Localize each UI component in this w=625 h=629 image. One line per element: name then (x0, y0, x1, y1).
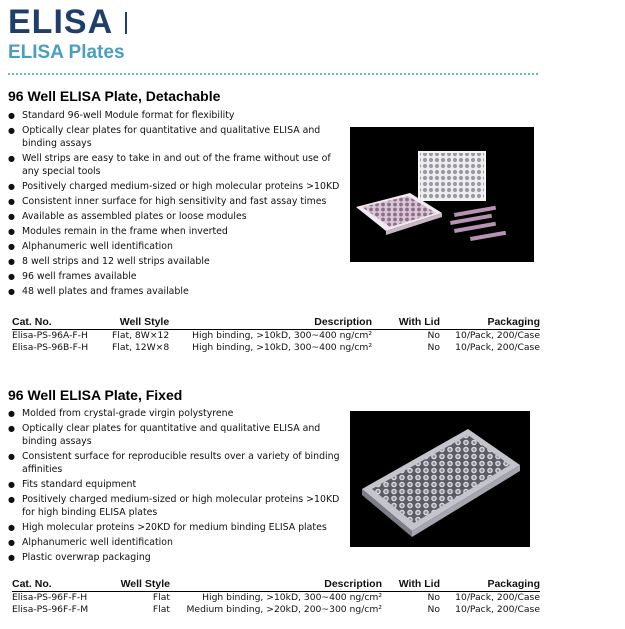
list-item: ● 48 well plates and frames available (8, 285, 343, 298)
cell-well-style: Flat (152, 592, 170, 603)
list-item: ● Molded from crystal-grade virgin polystyrene (8, 407, 343, 420)
column-header-well-style: Well Style (112, 316, 177, 330)
column-header-packaging: Packaging (440, 578, 540, 592)
spec-table-detachable (12, 316, 540, 354)
brand-divider (125, 12, 127, 34)
cell-description: High binding, >10kD, 300~400 ng/cm² (192, 330, 372, 341)
column-header-description: Description (170, 578, 382, 592)
list-item: ● 8 well strips and 12 well strips available (8, 255, 343, 268)
feature-list-detachable (8, 109, 343, 300)
list-item: ● Alphanumeric well identification (8, 536, 343, 549)
cell-cat-no: Elisa-PS-96A-F-H (12, 330, 88, 341)
table-header-row (12, 316, 540, 330)
table-header-row (12, 578, 540, 592)
table-row (12, 330, 540, 343)
list-item: ● Positively charged medium-sized or high molecular proteins >10KD for high binding ELISA plates (8, 493, 343, 519)
photo-detachable-plate (350, 127, 534, 262)
feature-list-fixed (8, 407, 343, 566)
list-item: ● Plastic overwrap packaging (8, 551, 343, 564)
photo-fixed-plate (350, 411, 530, 547)
list-item: ● 96 well frames available (8, 270, 343, 283)
cell-packaging: 10/Pack, 200/Case (455, 342, 540, 353)
dotted-divider (8, 73, 538, 75)
cell-well-style: Flat, 12W×8 (112, 342, 170, 353)
cell-well-style: Flat (152, 604, 170, 615)
column-header-cat-no: Cat. No. (12, 578, 112, 592)
cell-cat-no: Elisa-PS-96F-F-M (12, 604, 89, 615)
section-title-fixed: 96 Well ELISA Plate, Fixed (8, 387, 183, 403)
cell-well-style: Flat, 8W×12 (112, 330, 170, 341)
brand-title: ELISA (8, 3, 114, 41)
column-header-with-lid: With Lid (382, 578, 440, 592)
cell-with-lid: No (427, 592, 440, 603)
column-header-with-lid: With Lid (372, 316, 440, 330)
list-item: ● High molecular proteins >20KD for medium binding ELISA plates (8, 521, 343, 534)
cell-description: Medium binding, >20kD, 200~300 ng/cm² (186, 604, 382, 615)
column-header-well-style: Well Style (112, 578, 170, 592)
list-item: ● Optically clear plates for quantitative and qualitative ELISA and binding assays (8, 422, 343, 448)
cell-with-lid: No (427, 342, 440, 353)
cell-with-lid: No (427, 330, 440, 341)
cell-cat-no: Elisa-PS-96B-F-H (12, 342, 89, 353)
page-subtitle: ELISA Plates (8, 42, 125, 63)
cell-description: High binding, >10kD, 300~400 ng/cm² (202, 592, 382, 603)
list-item: ● Consistent surface for reproducible results over a variety of binding affinities (8, 450, 343, 476)
plate-illustration-detachable (350, 127, 534, 262)
list-item: ● Fits standard equipment (8, 478, 343, 491)
list-item: ● Modules remain in the frame when inverted (8, 225, 343, 238)
column-header-cat-no: Cat. No. (12, 316, 112, 330)
table-row (12, 342, 540, 354)
list-item: ● Alphanumeric well identification (8, 240, 343, 253)
list-item: ● Standard 96-well Module format for flexibility (8, 109, 343, 122)
plate-illustration-fixed (350, 411, 530, 547)
table-row (12, 592, 540, 605)
list-item: ● Consistent inner surface for high sensitivity and fast assay times (8, 195, 343, 208)
list-item: ● Optically clear plates for quantitative and qualitative ELISA and binding assays (8, 124, 343, 150)
cell-description: High binding, >10kD, 300~400 ng/cm² (192, 342, 372, 353)
cell-packaging: 10/Pack, 200/Case (455, 592, 540, 603)
column-header-description: Description (177, 316, 372, 330)
column-header-packaging: Packaging (440, 316, 540, 330)
list-item: ● Available as assembled plates or loose modules (8, 210, 343, 223)
section-title-detachable: 96 Well ELISA Plate, Detachable (8, 88, 221, 104)
spec-table-fixed (12, 578, 540, 616)
cell-cat-no: Elisa-PS-96F-F-H (12, 592, 88, 603)
list-item: ● Well strips are easy to take in and out of the frame without use of any special tools (8, 152, 343, 178)
cell-packaging: 10/Pack, 200/Case (455, 604, 540, 615)
cell-with-lid: No (427, 604, 440, 615)
list-item: ● Positively charged medium-sized or high molecular proteins >10KD (8, 180, 343, 193)
cell-packaging: 10/Pack, 200/Case (455, 330, 540, 341)
table-row (12, 604, 540, 616)
